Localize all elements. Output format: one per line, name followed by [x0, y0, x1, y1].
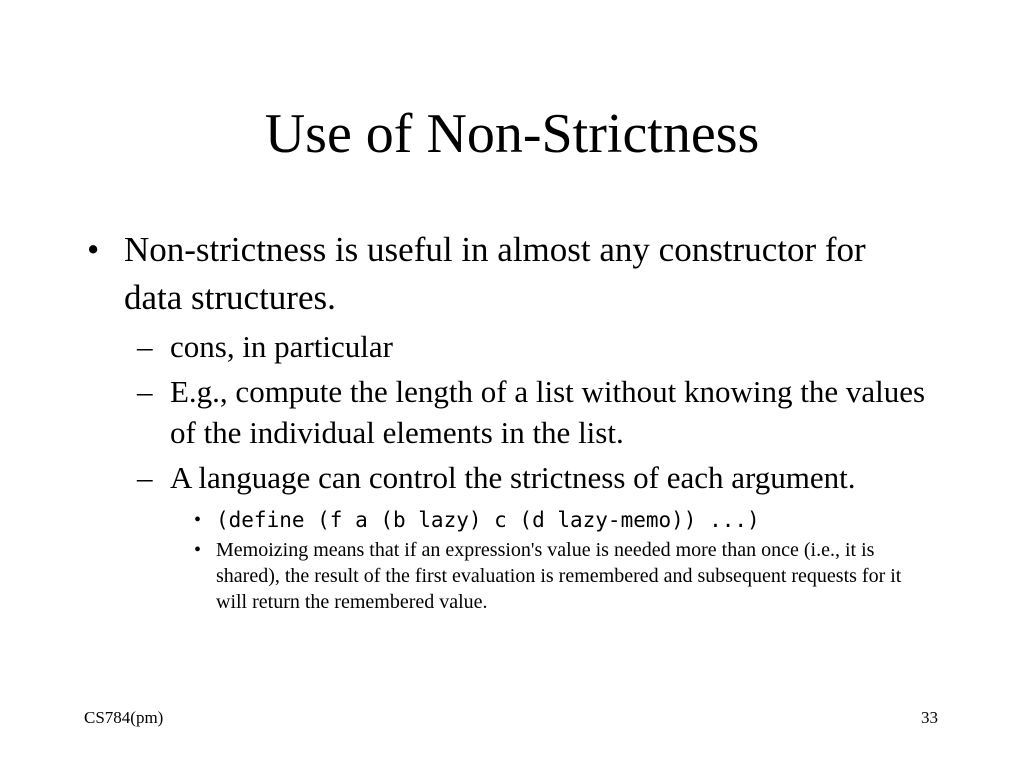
code-bullet-item — [194, 506, 936, 534]
code-example: (define (f a (b lazy) c (d lazy-memo)) ...) — [216, 508, 760, 532]
dash-marker: – — [137, 374, 153, 409]
sub-bullet-item — [137, 457, 930, 498]
sub-bullet-text: cons, in particular — [170, 329, 393, 364]
slide-body — [0, 226, 1024, 615]
bullet-marker: • — [87, 230, 100, 269]
footer-course: CS784(pm) — [84, 708, 164, 727]
sub-bullet-item — [137, 326, 930, 367]
dash-marker: – — [137, 329, 153, 364]
dot-marker: • — [194, 539, 202, 561]
sub-bullet-item — [137, 371, 930, 453]
slide-title: Use of Non-Strictness — [264, 103, 760, 165]
dash-marker: – — [137, 460, 153, 495]
sub-bullet-text: E.g., compute the length of a list without knowing the values of the individual elements in the list. — [170, 374, 926, 450]
sub-sub-bullet-item — [194, 537, 936, 615]
sub-bullet-text: A language can control the strictness of each argument. — [170, 460, 856, 495]
dot-marker: • — [194, 509, 202, 531]
bullet-text: Non-strictness is useful in almost any constructor for data structures. — [124, 230, 866, 317]
memoizing-note: Memoizing means that if an expression's value is needed more than once (i.e., it is shared), the result of the first evaluation is remembered and subsequent requests for it will return the remembered value. — [216, 539, 902, 613]
bullet-item — [87, 226, 924, 322]
footer-page-number: 33 — [921, 708, 938, 727]
